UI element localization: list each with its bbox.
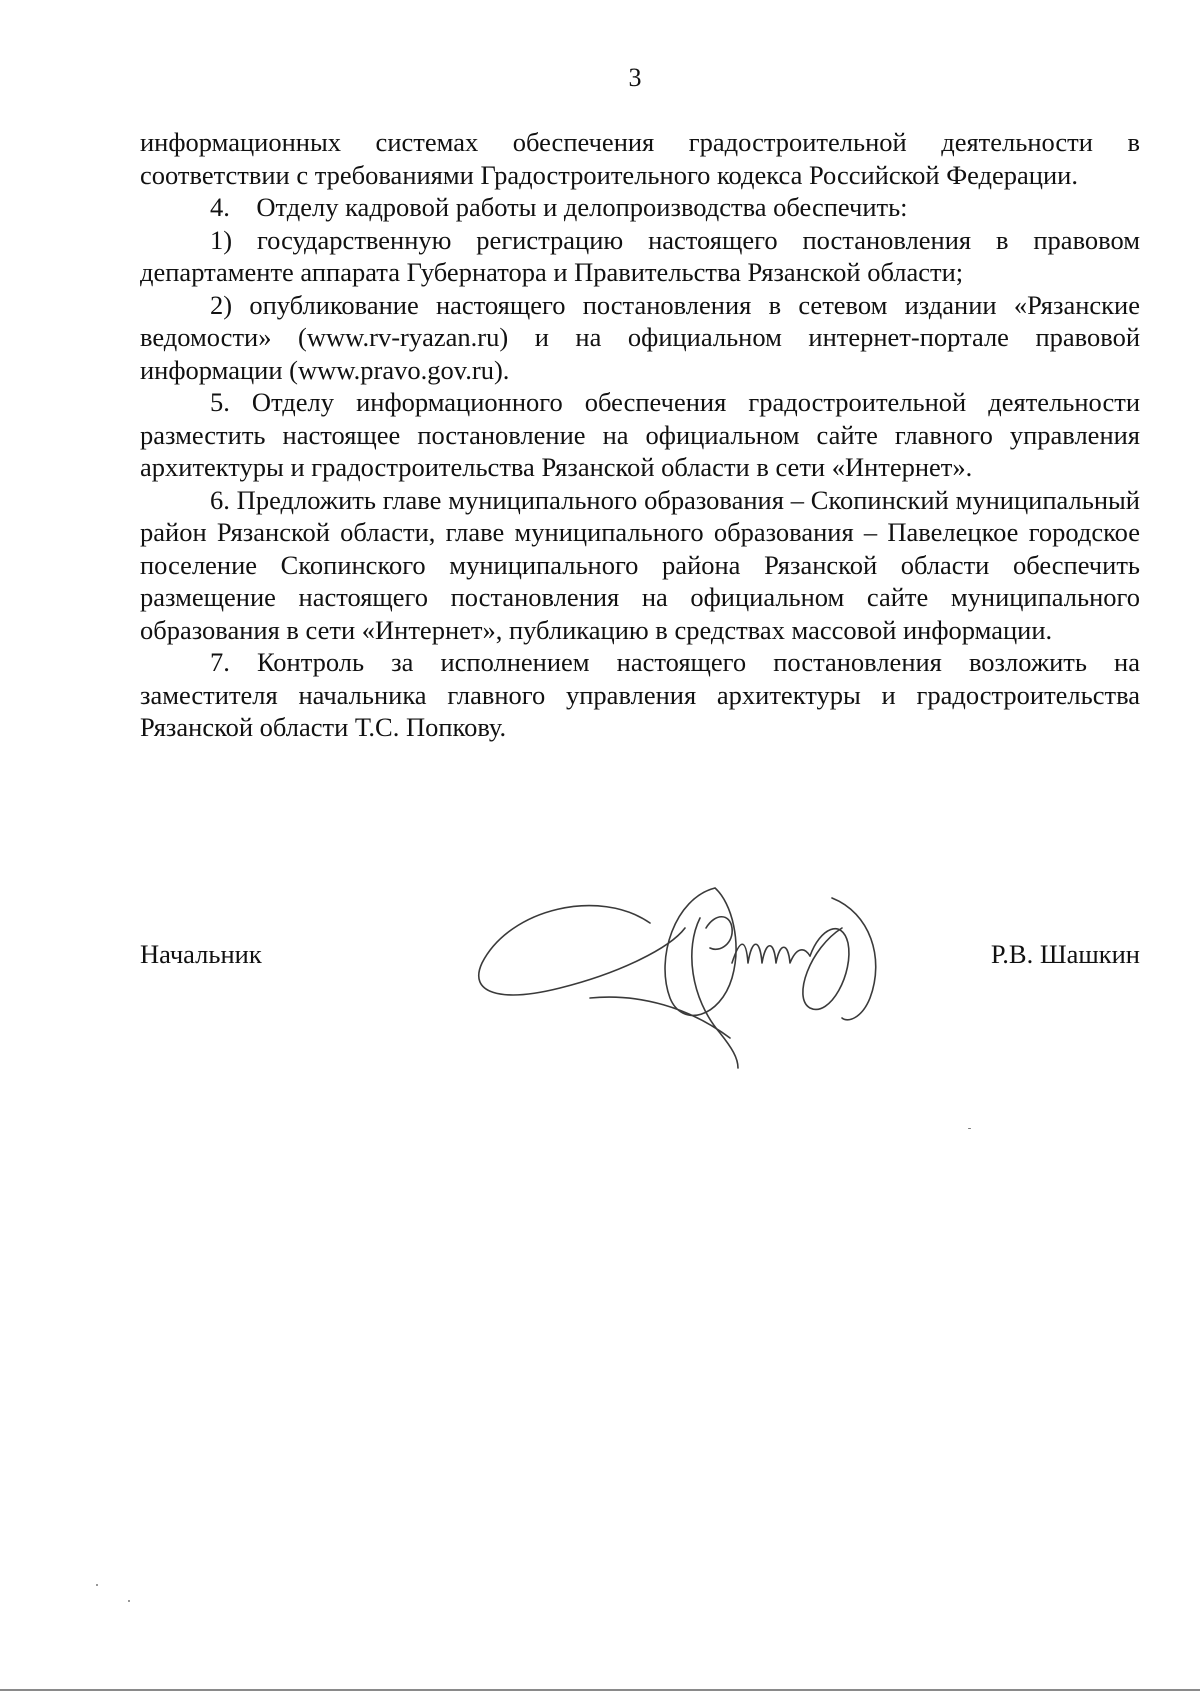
paragraph-item-7: 7. Контроль за исполнением настоящего постановления возложить на заместителя начальника главного управления архитектуры и градостроительства Рязанской области Т.С. Попкову. [140,647,1140,742]
paragraph-continuation: информационных системах обеспечения градостроительной деятельности в соответствии с требованиями Градостроительного кодекса Российской Федерации. [140,127,1140,190]
paragraph-item-6: 6. Предложить главе муниципального образования – Скопинский муниципальный район Рязанской области, главе муниципального образования – Павелецкое городское поселение Скопинского муниципального района Рязанской области обеспечить размещение настоящего постановления на официальном сайте муниципального образования в сети «Интернет», публикацию в средствах массовой информации. [140,484,1140,645]
handwritten-signature [470,868,890,1058]
paragraph-item-5: 5. Отделу информационного обеспечения градостроительной деятельности разместить настоящее постановление на официальном сайте главного управления архитектуры и градостроительства Рязанской области в сети «Интернет». [140,387,1140,482]
paragraph-item-4-2: 2) опубликование настоящего постановления в сетевом издании «Рязанские ведомости» (www.rv-ryazan.ru) и на официальном интернет-портале правовой информации (www.pravo.gov.ru). [140,289,1140,385]
scan-speck [96,1584,98,1586]
scan-speck [968,1128,971,1129]
page-number: 3 [628,63,642,92]
signer-name: Р.В. Шашкин [990,939,1140,969]
paragraph-item-4-1: 1) государственную регистрацию настоящего постановления в правовом департаменте аппарата Губернатора и Правительства Рязанской области; [140,224,1140,287]
paragraph-item-4: 4. Отделу кадровой работы и делопроизводства обеспечить: [210,192,908,222]
signature-block [140,938,1140,1058]
scan-speck [128,1600,130,1602]
scan-bottom-edge [0,1689,1200,1691]
document-body [140,126,1140,744]
signer-position: Начальник [140,939,262,969]
